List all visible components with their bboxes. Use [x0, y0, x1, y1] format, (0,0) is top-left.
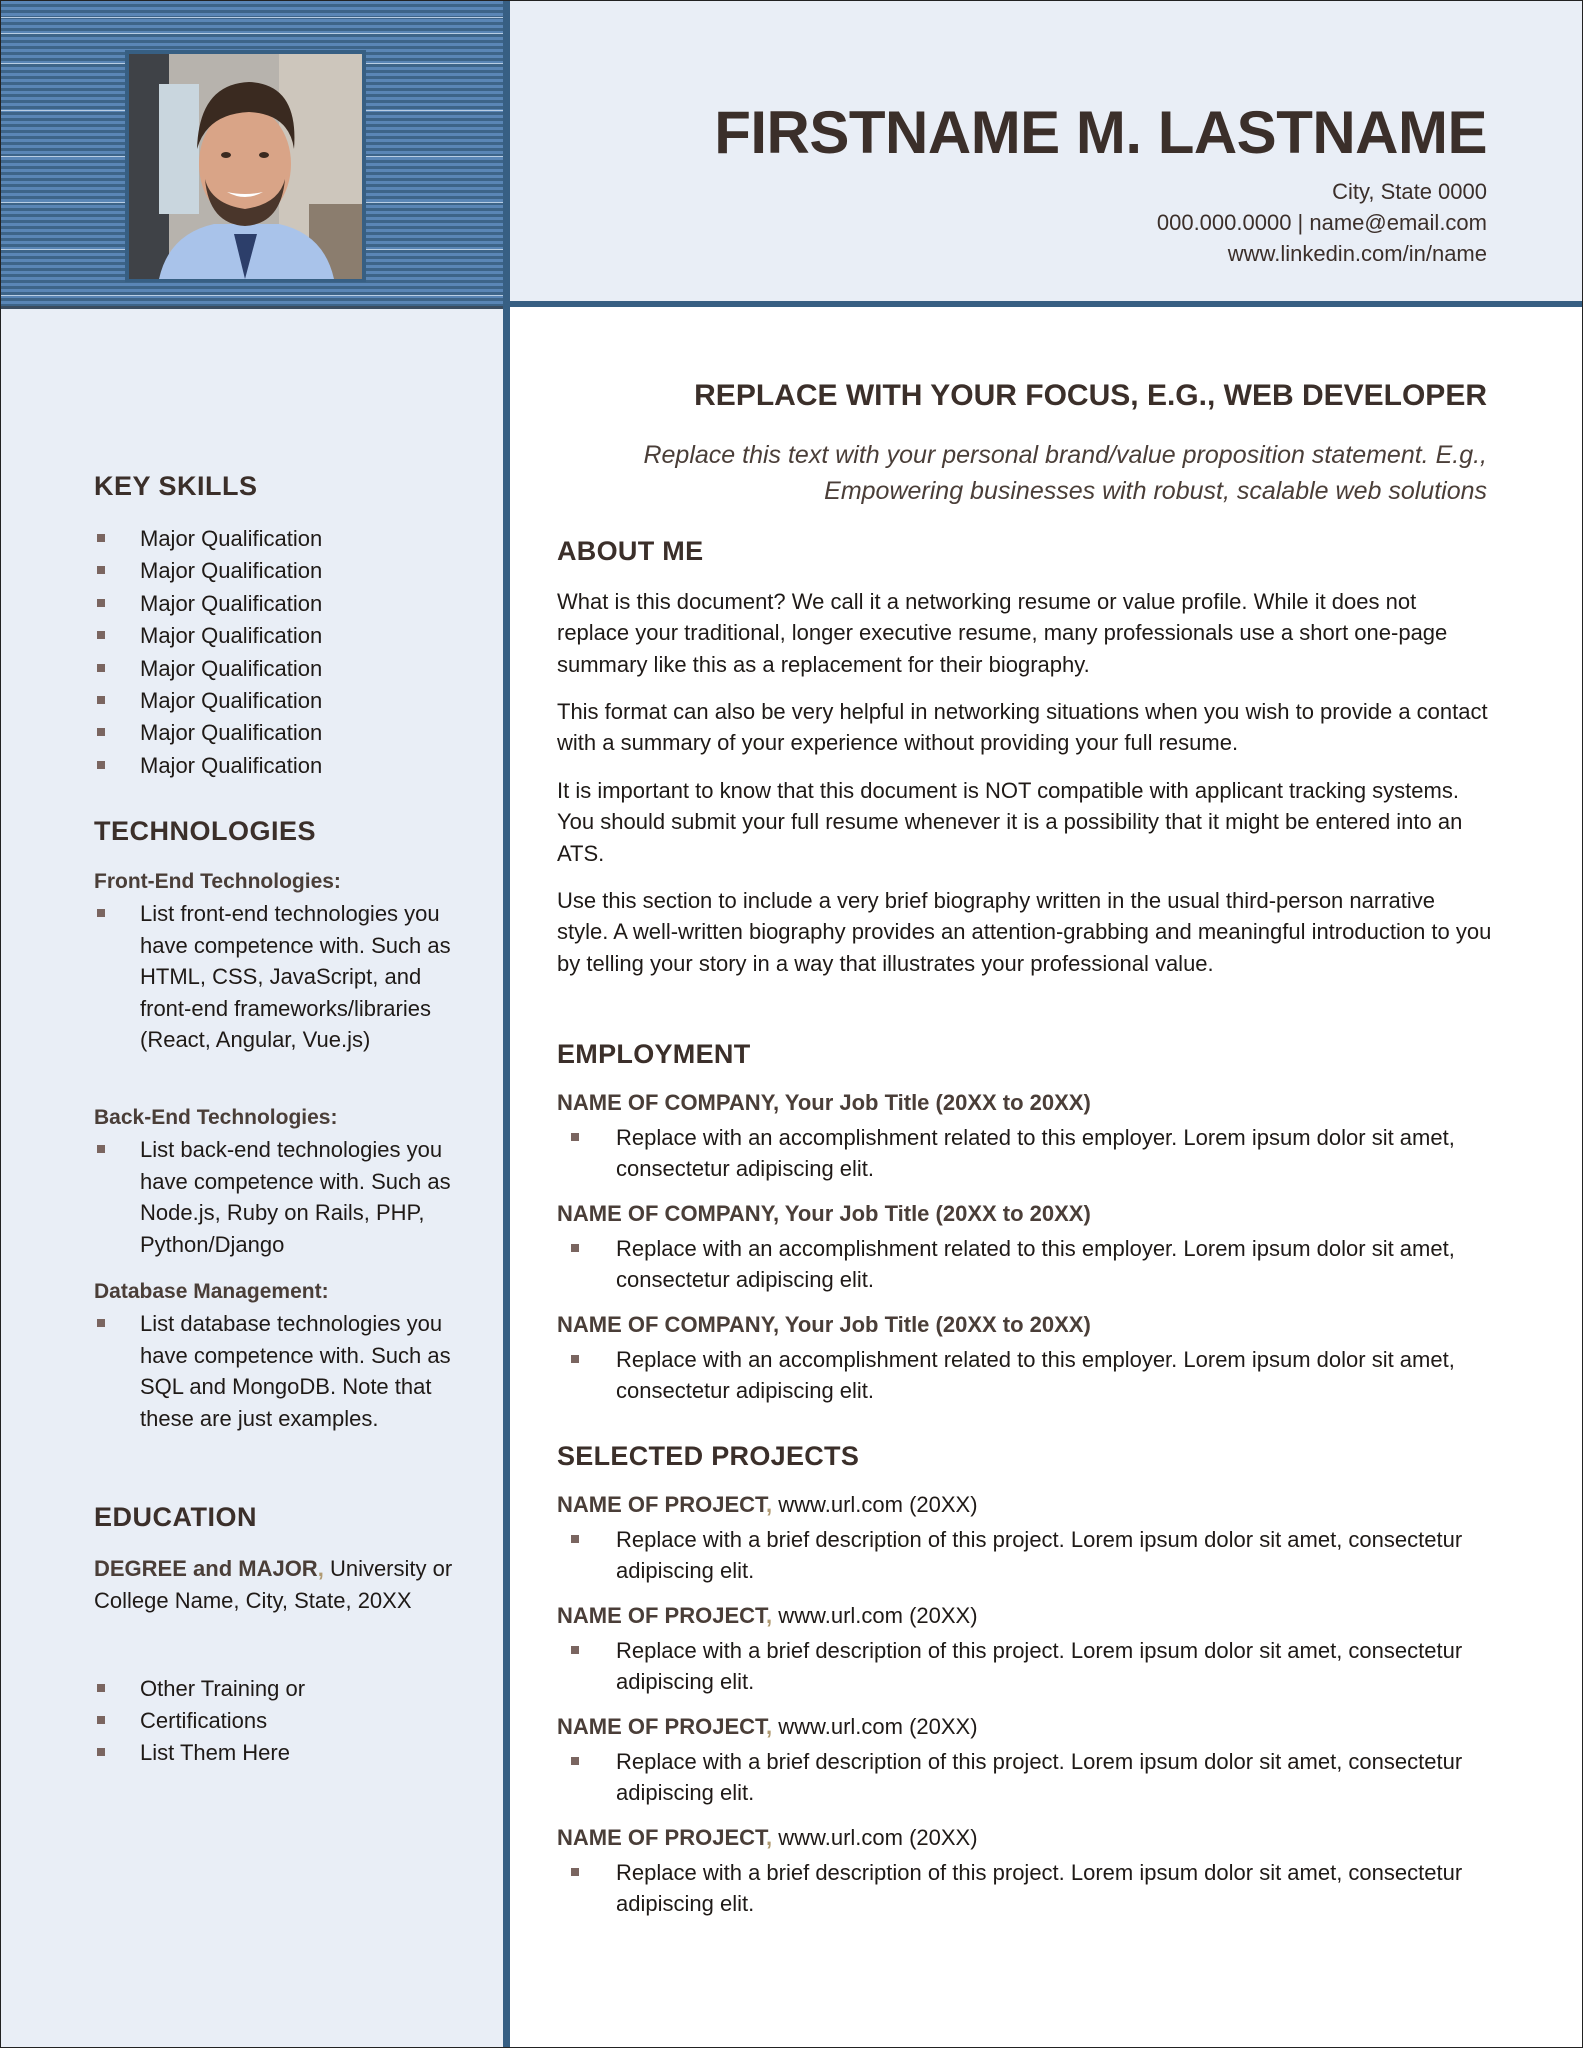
- stripe-highlight: [1, 33, 503, 34]
- technologies-heading: TECHNOLOGIES: [94, 816, 317, 846]
- front-end-item: [94, 898, 464, 1056]
- company-name: NAME OF COMPANY: [557, 1090, 773, 1115]
- school-info: University or College Name, City, State, 20XX: [94, 1556, 453, 1613]
- bullet-square-icon: [97, 664, 105, 672]
- project-url-date[interactable]: www.url.com (20XX): [772, 1825, 978, 1850]
- front-end-text: List front-end technologies you have competence with. Such as HTML, CSS, JavaScript, and front-end frameworks/libraries (React, Angular, Vue.js): [140, 901, 451, 1052]
- project-url-date[interactable]: www.url.com (20XX): [772, 1714, 978, 1739]
- accent-comma: ,: [317, 1556, 324, 1581]
- project-url-date[interactable]: www.url.com (20XX): [772, 1603, 978, 1628]
- back-end-label: Back-End Technologies:: [94, 1106, 338, 1129]
- bullet-square-icon: [97, 599, 105, 607]
- database-item: [94, 1308, 464, 1434]
- stripe-highlight: [1, 295, 503, 296]
- front-end-label: Front-End Technologies:: [94, 870, 341, 893]
- accent-comma: ,: [766, 1603, 773, 1628]
- bullet-square-icon: [97, 1684, 105, 1692]
- about-paragraph: What is this document? We call it a networking resume or value profile. While it does not replace your traditional, longer executive resume, many professionals use a short one-page summary like this as a replacement for their biography.: [557, 589, 1448, 677]
- accomplishment-text: Replace with an accomplishment related to this employer. Lorem ipsum dolor sit amet, consectetur adipiscing elit.: [616, 1347, 1455, 1404]
- database-label: Database Management:: [94, 1280, 329, 1303]
- accent-comma: ,: [766, 1714, 773, 1739]
- bullet-square-icon: [97, 761, 105, 769]
- job-role-dates: Your Job Title (20XX to 20XX): [779, 1201, 1091, 1226]
- project-description: [571, 1746, 1491, 1809]
- skill-label: Major Qualification: [140, 752, 323, 778]
- skill-item: [94, 653, 464, 685]
- project-title-line: [557, 1603, 978, 1629]
- project-name: NAME OF PROJECT: [557, 1603, 767, 1628]
- bullet-square-icon: [97, 1716, 105, 1724]
- bullet-square-icon: [97, 631, 105, 639]
- bullet-square-icon: [97, 1145, 105, 1153]
- skill-item: [94, 750, 464, 782]
- skill-label: Major Qualification: [140, 590, 323, 616]
- skill-item: [94, 685, 464, 717]
- accent-comma: ,: [766, 1825, 773, 1850]
- training-item: [94, 1705, 464, 1737]
- job-role-dates: Your Job Title (20XX to 20XX): [779, 1312, 1091, 1337]
- phone-email[interactable]: 000.000.0000 | name@email.com: [1156, 210, 1487, 235]
- candidate-name: FIRSTNAME M. LASTNAME: [714, 99, 1487, 166]
- value-proposition: [643, 437, 1487, 509]
- accent-comma: ,: [766, 1492, 773, 1517]
- project-name: NAME OF PROJECT: [557, 1714, 767, 1739]
- project-title-line: [557, 1714, 978, 1740]
- bullet-square-icon: [571, 1133, 579, 1141]
- job-title-line: [557, 1090, 1091, 1116]
- skill-label: Major Qualification: [140, 526, 323, 551]
- project-name: NAME OF PROJECT: [557, 1492, 767, 1517]
- company-name: NAME OF COMPANY: [557, 1312, 773, 1337]
- project-url-date[interactable]: www.url.com (20XX): [772, 1492, 978, 1517]
- skill-item: [94, 620, 464, 652]
- project-description: [571, 1857, 1491, 1920]
- training-item: [94, 1737, 464, 1769]
- bullet-square-icon: [571, 1535, 579, 1543]
- degree-entry: [94, 1553, 464, 1616]
- profile-photo: [129, 54, 362, 279]
- focus-title: REPLACE WITH YOUR FOCUS, E.G., WEB DEVELOPER: [694, 379, 1487, 412]
- separator: ,: [772, 1090, 780, 1115]
- project-description: [571, 1635, 1491, 1698]
- key-skills-heading: KEY SKILLS: [94, 471, 258, 501]
- skill-label: Major Qualification: [140, 655, 323, 681]
- skill-item: [94, 555, 464, 587]
- job-title-line: [557, 1201, 1091, 1227]
- bullet-square-icon: [571, 1355, 579, 1363]
- back-end-text: List back-end technologies you have competence with. Such as Node.js, Ruby on Rails, PHP, Python/Django: [140, 1137, 451, 1257]
- bullet-square-icon: [97, 909, 105, 917]
- location: City, State 0000: [1332, 179, 1487, 204]
- person-portrait-icon: [129, 54, 362, 279]
- project-description-text: Replace with a brief description of this project. Lorem ipsum dolor sit amet, consectetur adipiscing elit.: [616, 1860, 1463, 1917]
- project-description: [571, 1524, 1491, 1587]
- project-description-text: Replace with a brief description of this project. Lorem ipsum dolor sit amet, consectetur adipiscing elit.: [616, 1638, 1463, 1695]
- job-accomplishment: [571, 1122, 1491, 1185]
- stripe-highlight: [1, 17, 503, 18]
- project-name: NAME OF PROJECT: [557, 1825, 767, 1850]
- skill-label: Major Qualification: [140, 720, 323, 746]
- bullet-square-icon: [97, 1319, 105, 1327]
- accomplishment-text: Replace with an accomplishment related to this employer. Lorem ipsum dolor sit amet, consectetur adipiscing elit.: [616, 1125, 1455, 1182]
- bullet-square-icon: [97, 1748, 105, 1756]
- training-label: Other Training or: [140, 1676, 306, 1701]
- about-heading: ABOUT ME: [557, 536, 704, 566]
- bullet-square-icon: [571, 1244, 579, 1252]
- project-title-line: [557, 1825, 978, 1851]
- bullet-square-icon: [97, 566, 105, 574]
- tagline-line-1: Replace this text with your personal brand/value proposition statement. E.g.,: [643, 441, 1487, 469]
- bullet-square-icon: [571, 1757, 579, 1765]
- degree-major: DEGREE and MAJOR: [94, 1556, 318, 1581]
- company-name: NAME OF COMPANY: [557, 1201, 773, 1226]
- skill-label: Major Qualification: [140, 623, 323, 649]
- bullet-square-icon: [97, 696, 105, 704]
- training-label: List Them Here: [140, 1740, 290, 1766]
- employment-heading: EMPLOYMENT: [557, 1039, 751, 1069]
- skill-label: Major Qualification: [140, 558, 323, 584]
- job-accomplishment: [571, 1233, 1491, 1296]
- database-text: List database technologies you have competence with. Such as SQL and MongoDB. Note that these are just examples.: [140, 1311, 451, 1431]
- bullet-square-icon: [97, 728, 105, 736]
- tagline-line-2: Empowering businesses with robust, scalable web solutions: [824, 477, 1487, 505]
- bullet-square-icon: [97, 534, 105, 542]
- header-divider: [510, 301, 1583, 307]
- about-paragraph: It is important to know that this document is NOT compatible with applicant tracking systems. You should submit your full resume whenever it is a possibility that it might be entered into an ATS.: [557, 778, 1463, 866]
- linkedin-link[interactable]: www.linkedin.com/in/name: [1227, 241, 1487, 266]
- projects-heading: SELECTED PROJECTS: [557, 1441, 860, 1471]
- skill-item: [94, 523, 464, 555]
- back-end-item: [94, 1134, 464, 1260]
- separator: ,: [772, 1312, 780, 1337]
- about-paragraph: Use this section to include a very brief biography written in the usual third-person narrative style. A well-written biography provides an attention-grabbing and meaningful introduction to you by telling your story in a way that illustrates your professional value.: [557, 888, 1492, 976]
- training-label: Certifications: [140, 1708, 268, 1734]
- job-title-line: [557, 1312, 1091, 1338]
- education-heading: EDUCATION: [94, 1502, 257, 1532]
- skill-label: Major Qualification: [140, 688, 323, 713]
- bullet-square-icon: [571, 1868, 579, 1876]
- profile-photo-frame: [125, 50, 366, 282]
- separator: ,: [772, 1201, 780, 1226]
- training-item: [94, 1673, 464, 1705]
- skill-item: [94, 588, 464, 620]
- project-description-text: Replace with a brief description of this project. Lorem ipsum dolor sit amet, consectetur adipiscing elit.: [616, 1527, 1463, 1584]
- accomplishment-text: Replace with an accomplishment related to this employer. Lorem ipsum dolor sit amet, consectetur adipiscing elit.: [616, 1236, 1455, 1293]
- skill-item: [94, 717, 464, 749]
- bullet-square-icon: [571, 1646, 579, 1654]
- job-accomplishment: [571, 1344, 1491, 1407]
- project-description-text: Replace with a brief description of this project. Lorem ipsum dolor sit amet, consectetur adipiscing elit.: [616, 1749, 1463, 1806]
- project-title-line: [557, 1492, 978, 1518]
- job-role-dates: Your Job Title (20XX to 20XX): [779, 1090, 1091, 1115]
- vertical-divider: [503, 0, 510, 2048]
- about-paragraph: This format can also be very helpful in networking situations when you wish to provide a contact with a summary of your experience without providing your full resume.: [557, 699, 1488, 756]
